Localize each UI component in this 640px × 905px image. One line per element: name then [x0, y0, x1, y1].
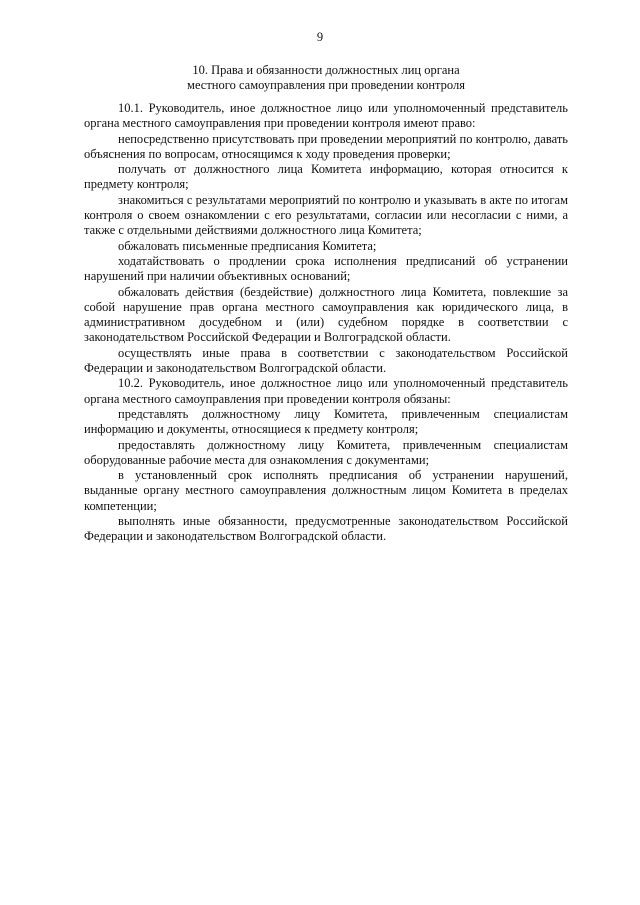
paragraph-duty-provide-workplaces: предоставлять должностному лицу Комитета, привлеченным специалистам оборудованные рабочие места для ознакомления с документами;: [84, 437, 568, 467]
paragraph-right-appeal-orders: обжаловать письменные предписания Комитета;: [118, 238, 377, 253]
paragraph-right-other: осуществлять иные права в соответствии с законодательством Российской Федерации и законодательством Волгоградской области.: [84, 345, 568, 376]
paragraph-right-receive-info: получать от должностного лица Комитета информацию, которая относится к предмету контроля;: [84, 162, 568, 192]
paragraph-10-2-intro: 10.2. Руководитель, иное должностное лицо или уполномоченный представитель органа местного самоуправления при проведении контроля обязаны:: [84, 376, 568, 406]
section-title-line-2: местного самоуправления при проведении контроля: [187, 78, 465, 93]
paragraph-right-request-extension: ходатайствовать о продлении срока исполнения предписаний об устранении нарушений при наличии объективных оснований;: [84, 253, 568, 284]
section-title: [84, 63, 568, 94]
paragraph-duty-other: выполнять иные обязанности, предусмотренные законодательством Российской Федерации и законодательством Волгоградской области.: [84, 514, 568, 544]
section-title-line-1: 10. Права и обязанности должностных лиц органа: [192, 63, 460, 77]
paragraph-duty-provide-info: представлять должностному лицу Комитета, привлеченным специалистам информацию и документы, относящиеся к предмету контроля;: [84, 406, 568, 437]
page-number: 9: [316, 30, 324, 44]
document-body: [84, 101, 568, 545]
paragraph-duty-execute-orders: в установленный срок исполнять предписания об устранении нарушений, выданные органу местного самоуправления должностным лицом Комитета в пределах компетенции;: [84, 468, 568, 513]
paragraph-right-appeal-actions: обжаловать действия (бездействие) должностного лица Комитета, повлекшие за собой нарушение прав органа местного самоуправления как юридического лица, в административном досудебном и (или) судебном порядке в соответствии с законодательством Российской Федерации и Волгоградской области.: [84, 284, 568, 345]
paragraph-right-review-results: знакомиться с результатами мероприятий по контролю и указывать в акте по итогам контроля о своем ознакомлении с его результатами, согласии или несогласии с ними, а также с отдельными действиями должностного лица Комитета;: [84, 192, 568, 238]
paragraph-10-1-intro: 10.1. Руководитель, иное должностное лицо или уполномоченный представитель органа местного самоуправления при проведении контроля имеют право:: [84, 101, 568, 131]
paragraph-right-attend: непосредственно присутствовать при проведении мероприятий по контролю, давать объяснения по вопросам, относящимся к ходу проведения проверки;: [84, 131, 568, 161]
